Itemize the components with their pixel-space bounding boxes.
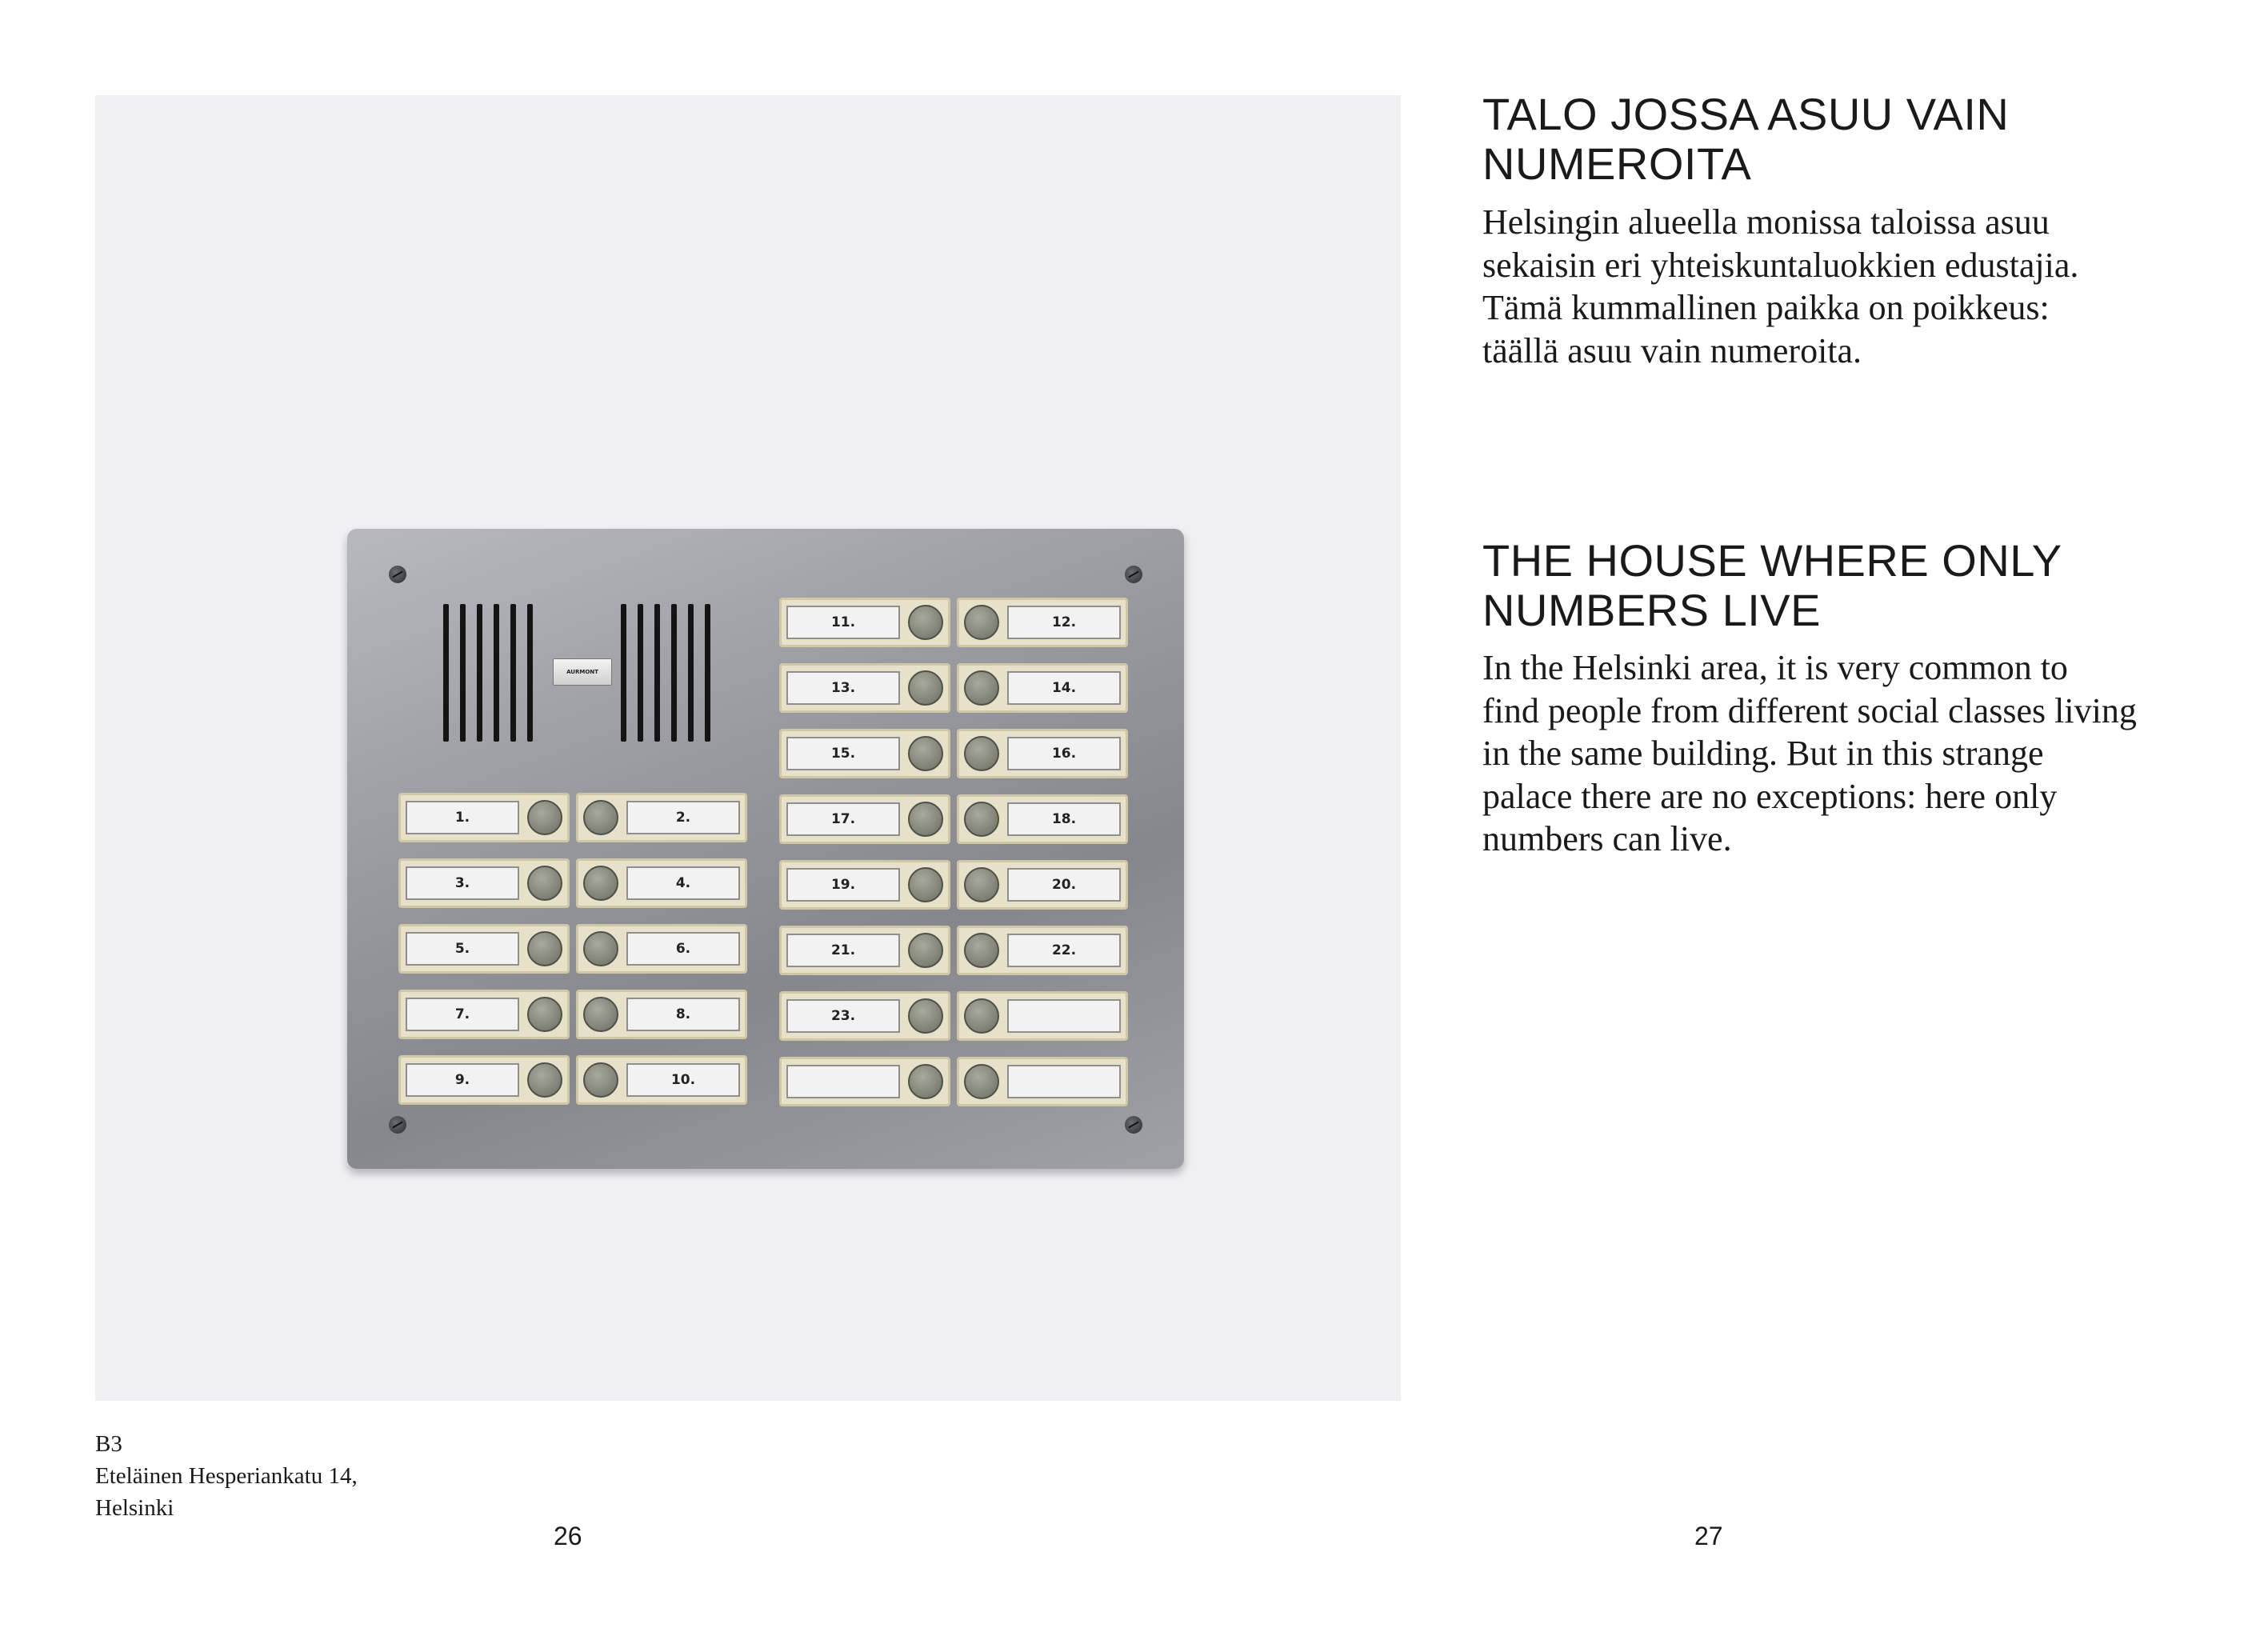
screw-icon	[389, 1116, 406, 1134]
doorbell-button-icon	[908, 1064, 943, 1099]
doorbell-nameplate: 9.	[406, 1063, 519, 1097]
english-heading-line2: NUMBERS LIVE	[1482, 585, 1821, 635]
doorbell-nameplate: 16.	[1007, 737, 1121, 770]
english-body-line: In the Helsinki area, it is very common to	[1482, 648, 2068, 687]
doorbell-button-icon	[527, 800, 562, 835]
doorbell-button-icon	[583, 997, 618, 1032]
photo-caption	[95, 1428, 358, 1524]
doorbell-button-icon	[964, 802, 999, 837]
doorbell-nameplate: 15.	[786, 737, 900, 770]
finnish-body-line: täällä asuu vain numeroita.	[1482, 330, 1862, 370]
english-heading-line1: THE HOUSE WHERE ONLY	[1482, 535, 2062, 586]
doorbell	[957, 598, 1128, 647]
doorbell	[957, 860, 1128, 910]
doorbell	[779, 729, 950, 778]
doorbell-nameplate	[786, 1065, 900, 1098]
doorbell-button-icon	[964, 998, 999, 1034]
doorbell	[398, 793, 570, 842]
doorbell-nameplate: 10.	[626, 1063, 740, 1097]
doorbell-nameplate: 4.	[626, 866, 740, 900]
screw-icon	[1125, 566, 1142, 583]
doorbell-nameplate: 5.	[406, 932, 519, 966]
doorbell	[957, 1057, 1128, 1106]
doorbell	[957, 926, 1128, 975]
english-body-line: find people from different social classes living	[1482, 690, 2137, 730]
doorbell-group-left	[398, 793, 747, 1105]
english-heading	[1482, 536, 2202, 635]
finnish-body-line: sekaisin eri yhteiskuntaluokkien edustajia.	[1482, 245, 2079, 285]
doorbell-button-icon	[964, 933, 999, 968]
doorbell-button-icon	[527, 1062, 562, 1098]
intercom-panel	[347, 529, 1184, 1169]
doorbell-nameplate: 13.	[786, 671, 900, 705]
intercom-photo	[95, 95, 1401, 1401]
doorbell-button-icon	[527, 997, 562, 1032]
doorbell-nameplate: 1.	[406, 801, 519, 834]
caption-address-line2: Helsinki	[95, 1495, 174, 1521]
doorbell-button-icon	[583, 800, 618, 835]
doorbell-button-icon	[908, 736, 943, 771]
doorbell-nameplate: 3.	[406, 866, 519, 900]
speaker-grille	[443, 604, 533, 742]
screw-icon	[1125, 1116, 1142, 1134]
doorbell-button-icon	[964, 1064, 999, 1099]
doorbell	[779, 663, 950, 713]
doorbell-button-icon	[908, 867, 943, 902]
doorbell-nameplate	[1007, 999, 1121, 1033]
doorbell-group-right	[779, 598, 1128, 1106]
doorbell	[957, 729, 1128, 778]
finnish-heading-line2: NUMEROITA	[1482, 138, 1752, 189]
doorbell	[576, 1055, 747, 1105]
doorbell	[398, 1055, 570, 1105]
doorbell-nameplate	[1007, 1065, 1121, 1098]
doorbell	[576, 858, 747, 908]
doorbell	[779, 991, 950, 1041]
doorbell-nameplate: 14.	[1007, 671, 1121, 705]
doorbell-button-icon	[527, 931, 562, 966]
finnish-heading	[1482, 90, 2202, 189]
doorbell-button-icon	[964, 736, 999, 771]
doorbell	[957, 663, 1128, 713]
doorbell-button-icon	[964, 605, 999, 640]
doorbell-nameplate: 23.	[786, 999, 900, 1033]
english-body-line: numbers can live.	[1482, 819, 1732, 858]
doorbell-button-icon	[964, 867, 999, 902]
doorbell-button-icon	[908, 802, 943, 837]
doorbell	[957, 991, 1128, 1041]
doorbell-nameplate: 17.	[786, 802, 900, 836]
doorbell-nameplate: 12.	[1007, 606, 1121, 639]
doorbell	[576, 990, 747, 1039]
english-body	[1482, 646, 2202, 861]
doorbell-button-icon	[527, 866, 562, 901]
doorbell-nameplate: 22.	[1007, 934, 1121, 967]
doorbell-button-icon	[583, 866, 618, 901]
doorbell-nameplate: 2.	[626, 801, 740, 834]
doorbell	[957, 794, 1128, 844]
doorbell	[576, 924, 747, 974]
doorbell	[576, 793, 747, 842]
english-body-line: palace there are no exceptions: here only	[1482, 776, 2058, 816]
finnish-body-line: Helsingin alueella monissa taloissa asuu	[1482, 202, 2050, 242]
doorbell-button-icon	[583, 931, 618, 966]
doorbell-nameplate: 18.	[1007, 802, 1121, 836]
doorbell-button-icon	[964, 670, 999, 706]
doorbell-button-icon	[583, 1062, 618, 1098]
doorbell	[398, 858, 570, 908]
page-number-left: 26	[554, 1522, 582, 1550]
doorbell	[398, 924, 570, 974]
doorbell	[398, 990, 570, 1039]
caption-address-line1: Eteläinen Hesperiankatu 14,	[95, 1463, 358, 1489]
finnish-heading-line1: TALO JOSSA ASUU VAIN	[1482, 89, 2010, 139]
doorbell-button-icon	[908, 605, 943, 640]
doorbell-nameplate: 6.	[626, 932, 740, 966]
doorbell-button-icon	[908, 933, 943, 968]
doorbell-nameplate: 19.	[786, 868, 900, 902]
finnish-body-line: Tämä kummallinen paikka on poikkeus:	[1482, 288, 2050, 327]
doorbell	[779, 598, 950, 647]
finnish-body	[1482, 201, 2202, 372]
speaker-grille	[621, 604, 710, 742]
doorbell-nameplate: 7.	[406, 998, 519, 1031]
doorbell-nameplate: 8.	[626, 998, 740, 1031]
doorbell-nameplate: 20.	[1007, 868, 1121, 902]
english-body-line: in the same building. But in this strange	[1482, 734, 2044, 773]
brand-plate: AURMONT	[553, 658, 612, 686]
page-number-right: 27	[1694, 1522, 1723, 1550]
doorbell-button-icon	[908, 670, 943, 706]
doorbell-nameplate: 21.	[786, 934, 900, 967]
doorbell	[779, 794, 950, 844]
doorbell	[779, 860, 950, 910]
doorbell-button-icon	[908, 998, 943, 1034]
screw-icon	[389, 566, 406, 583]
caption-code: B3	[95, 1431, 122, 1457]
doorbell	[779, 926, 950, 975]
doorbell	[779, 1057, 950, 1106]
doorbell-nameplate: 11.	[786, 606, 900, 639]
